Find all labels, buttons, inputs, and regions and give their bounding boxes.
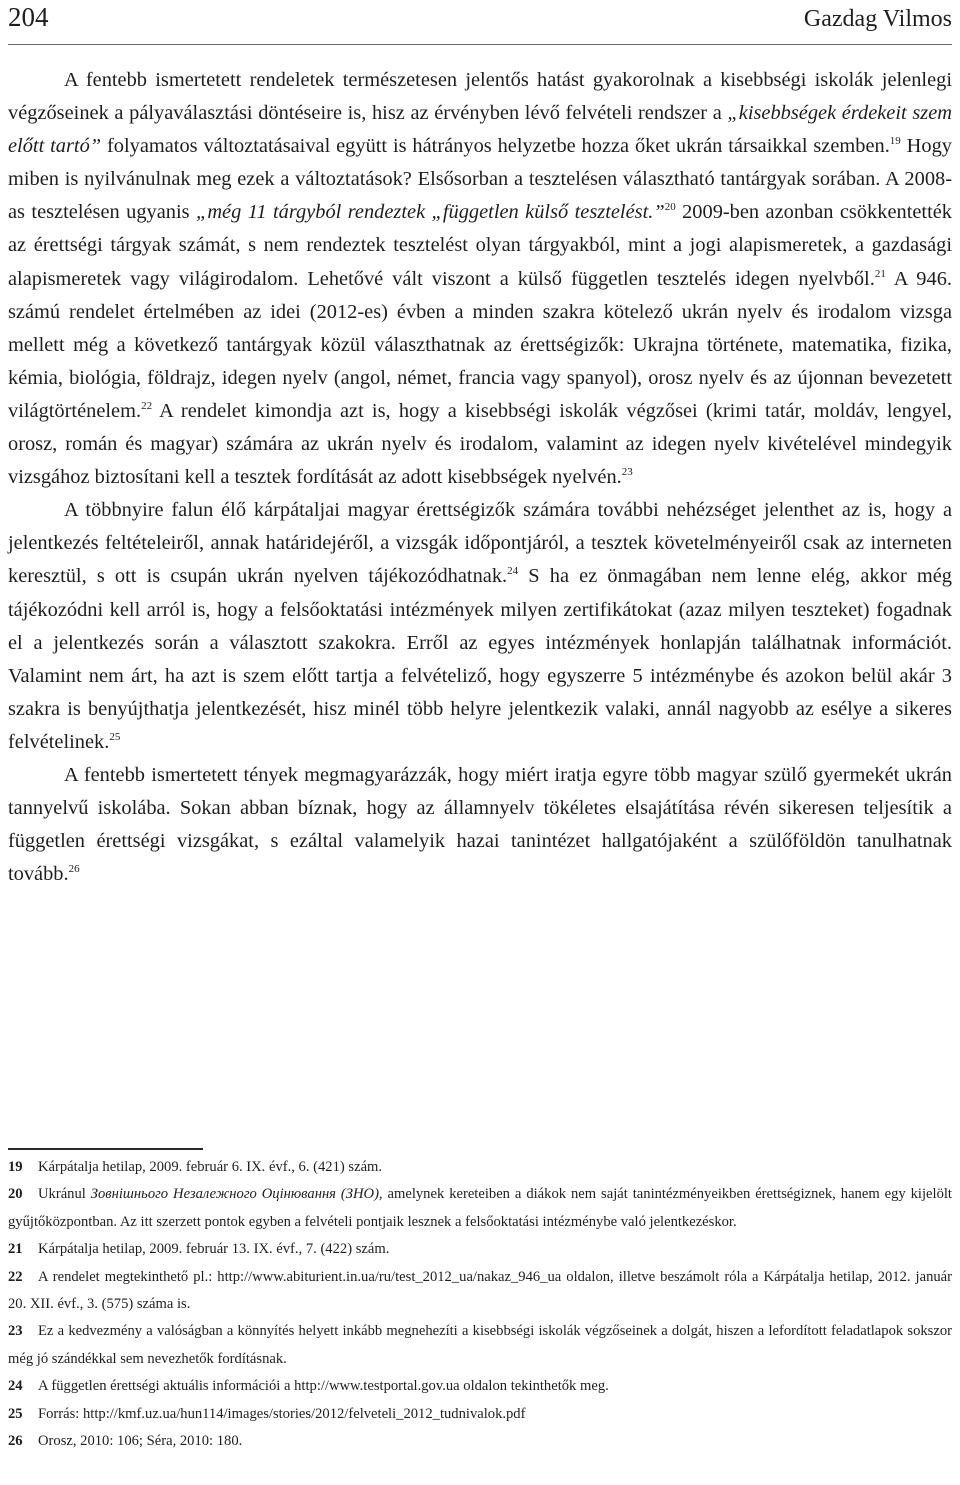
paragraph-3 xyxy=(8,759,952,891)
footnote-text: Forrás: http://kmf.uz.ua/hun114/images/stories/2012/felveteli_2012_tudnivalok.pdf xyxy=(38,1405,526,1422)
p1-text-c: folyamatos változtatásaival együtt is hátrányos helyzetbe hozza őket ukrán társaikkal szemben. xyxy=(101,135,890,158)
footnote-text: A független érettségi aktuális információi a http://www.testportal.gov.ua oldalon tekinthetők meg. xyxy=(38,1378,609,1395)
footnote-ukrainian-term: Зовнішнього Незалежного Оцінювання (ЗНО), xyxy=(90,1186,383,1203)
footnote-22 xyxy=(8,1264,952,1319)
footnote-text: Orosz, 2010: 106; Séra, 2010: 180. xyxy=(38,1433,243,1450)
p2-text-a: A többnyire falun élő kárpátaljai magyar érettségizők számára további nehézséget jelenthet az is, hogy a jelentkezés feltételeiről, annak határidejéről, a vizsgák időpontjáról, a tesztek követelményeiről csak az interneten keresztül, s ott is csupán ukrán nyelven tájékozódhatnak. xyxy=(8,499,952,588)
footnote-23 xyxy=(8,1318,952,1373)
p1-quote-2: „még 11 tárgyból rendeztek „független külső tesztelést.” xyxy=(195,201,665,224)
footnote-number: 25 xyxy=(8,1405,23,1422)
footnote-separator xyxy=(8,1148,203,1150)
footnote-ref-23: 23 xyxy=(621,465,633,478)
p1-text-d: Hogy miben is nyilvánulnak meg ezek a változtatások? Elsősorban a tesztelésen választható tantárgyak sorában. A 2008-as tesztelésen ugyanis xyxy=(8,135,952,224)
footnote-text: Kárpátalja hetilap, 2009. február 6. IX. évf., 6. (421) szám. xyxy=(38,1159,383,1175)
footnote-text: A rendelet megtekinthető pl.: http://www.abiturient.in.ua/ru/test_2012_ua/nakaz_946_ua oldalon, illetve beszámolt róla a Kárpátalja hetilap, 2012. január 20. XII. évf., 3. (575) száma is. xyxy=(8,1268,952,1313)
running-head-author: Gazdag Vilmos xyxy=(803,6,952,32)
footnote-26 xyxy=(8,1428,952,1455)
footnote-ref-19: 19 xyxy=(889,134,901,147)
footnote-number: 24 xyxy=(8,1378,23,1395)
page-number: 204 xyxy=(8,2,49,32)
footnote-25 xyxy=(8,1401,952,1428)
footnote-24 xyxy=(8,1373,952,1400)
footnote-20 xyxy=(8,1181,952,1236)
footnote-text: Ez a kedvezmény a valóságban a könnyítés helyett inkább megnehezíti a kisebbségi iskolák végzőseinek a dolgát, hiszen a lefordított feladatlapok sokszor még jó szándékkal sem nevezhetők fordításnak. xyxy=(8,1323,952,1367)
footnote-ref-22: 22 xyxy=(141,399,153,412)
footnote-ref-21: 21 xyxy=(874,267,886,280)
footnote-text: Kárpátalja hetilap, 2009. február 13. IX. évf., 7. (422) szám. xyxy=(38,1241,390,1258)
footnote-ref-20: 20 xyxy=(664,201,676,214)
footnote-number: 19 xyxy=(8,1159,23,1175)
footnote-19 xyxy=(8,1154,952,1181)
footnotes xyxy=(8,1154,952,1455)
footnote-21 xyxy=(8,1236,952,1263)
footnote-ref-26: 26 xyxy=(68,863,80,875)
p1-text-g: A 946. számú rendelet értelmében az idei (2012-es) évben a minden szakra kötelező ukrán nyelv és irodalom vizsga mellett még a következő tantárgyak közül választhatnak az érettségizők: Ukrajna története, matematika, fizika, kémia, biológia, földrajz, idegen nyelv (angol, német, francia vagy spanyol), orosz nyelv és az újonnan bevezetett világtörténelem. xyxy=(8,267,952,422)
p1-text-f: 2009-ben azonban csökkentették az érettségi tárgyak számát, s nem rendeztek tesztelést olyan tárgyakból, mint a jogi alapismeretek, a gazdasági alapismeretek vagy világirodalom. Lehetővé vált viszont a külső független tesztelés idegen nyelvből. xyxy=(8,201,952,290)
footnote-ref-25: 25 xyxy=(109,730,121,743)
paragraph-1 xyxy=(8,64,952,494)
paragraph-2 xyxy=(8,494,952,759)
main-text xyxy=(8,64,952,891)
footnote-text: amelynek kereteiben a diákok nem saját tanintézményeikben érettségiznek, hanem egy kijelölt gyűjtőközpontban. Az itt szerzett pontok egyben a felvételi pontjaik lesznek a felsőoktatási intézménybe való jelentkezéskor. xyxy=(8,1186,952,1230)
footnote-number: 23 xyxy=(8,1323,23,1340)
footnote-text-pre: Ukránul xyxy=(38,1186,91,1203)
footnote-number: 20 xyxy=(8,1186,23,1203)
p1-text-a: A fentebb ismertetett rendeletek természetesen jelentős hatást gyakorolnak a kisebbségi iskolák jelenlegi végzőseinek a pályaválasztási döntéseire is, hisz az érvényben lévő felvételi rendszer a xyxy=(8,69,952,125)
p1-text-h: A rendelet kimondja azt is, hogy a kisebbségi iskolák végzősei (krimi tatár, moldáv, lengyel, orosz, román és magyar) számára az ukrán nyelv és irodalom, valamint az idegen nyelv kivételével mindegyik vizsgához biztosítani kell a tesztek fordítását az adott kisebbségek nyelvén. xyxy=(8,399,952,489)
page-header xyxy=(8,0,952,45)
footnote-ref-24: 24 xyxy=(507,565,519,578)
p1-quote-1: „kisebbségek érdekeit szem előtt tartó” xyxy=(8,102,952,158)
footnote-number: 21 xyxy=(8,1241,23,1258)
footnote-number: 26 xyxy=(8,1433,23,1450)
p3-text-a: A fentebb ismertetett tények megmagyarázzák, hogy miért iratja egyre több magyar szülő gyermekét ukrán tannyelvű iskolába. Sokan abban bíznak, hogy az államnyelv tökéletes elsajátítása révén sikeresen teljesítik a független érettségi vizsgákat, s ezáltal valamelyik hazai tanintézet hallgatójaként a szülőföldön tanulhatnak tovább. xyxy=(8,763,952,886)
footnote-number: 22 xyxy=(8,1268,23,1285)
p2-text-b: S ha ez önmagában nem lenne elég, akkor még tájékozódni kell arról is, hogy a felsőoktatási intézmények milyen zertifikátokat (azaz milyen teszteket) fogadnak el a jelentkezés során a választott szakokra. Erről az egyes intézmények honlapján találhatnak információt. Valamint nem árt, ha azt is szem előtt tartja a felvételiző, hogy egyszerre 5 intézménybe és azokon belül akár 3 szakra is benyújthatja jelentkezését, hisz minél több helyre jelentkezik valaki, annál nagyobb az esélye a sikeres felvételinek. xyxy=(8,565,952,753)
